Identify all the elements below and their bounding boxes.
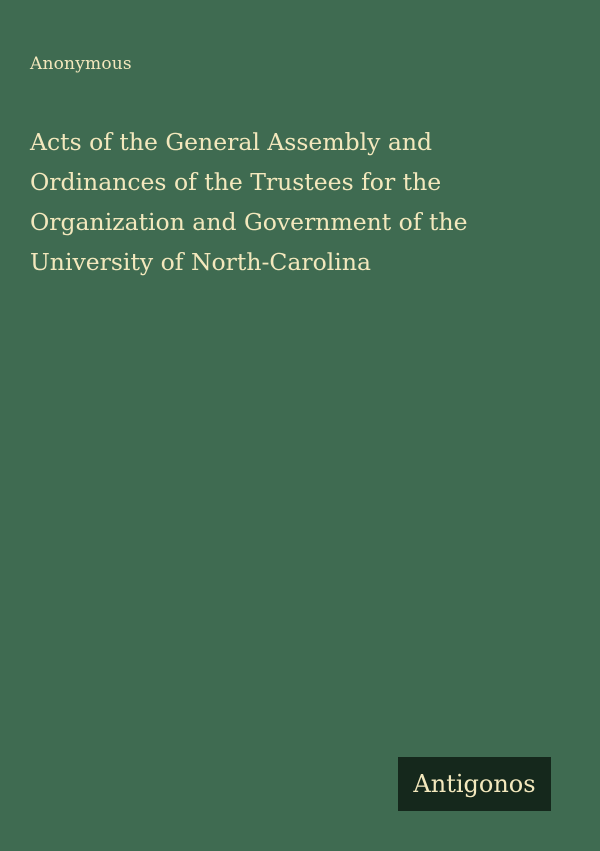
author-name: Anonymous [30, 54, 132, 74]
title-line-2: Ordinances of the Trustees for the [30, 168, 442, 196]
title-line-1: Acts of the General Assembly and [30, 128, 433, 156]
publisher-badge [398, 757, 551, 811]
title-line-4: University of North-Carolina [30, 248, 371, 276]
title-line-3: Organization and Government of the [30, 208, 468, 236]
book-title [30, 122, 580, 282]
publisher-name: Antigonos [413, 770, 536, 798]
